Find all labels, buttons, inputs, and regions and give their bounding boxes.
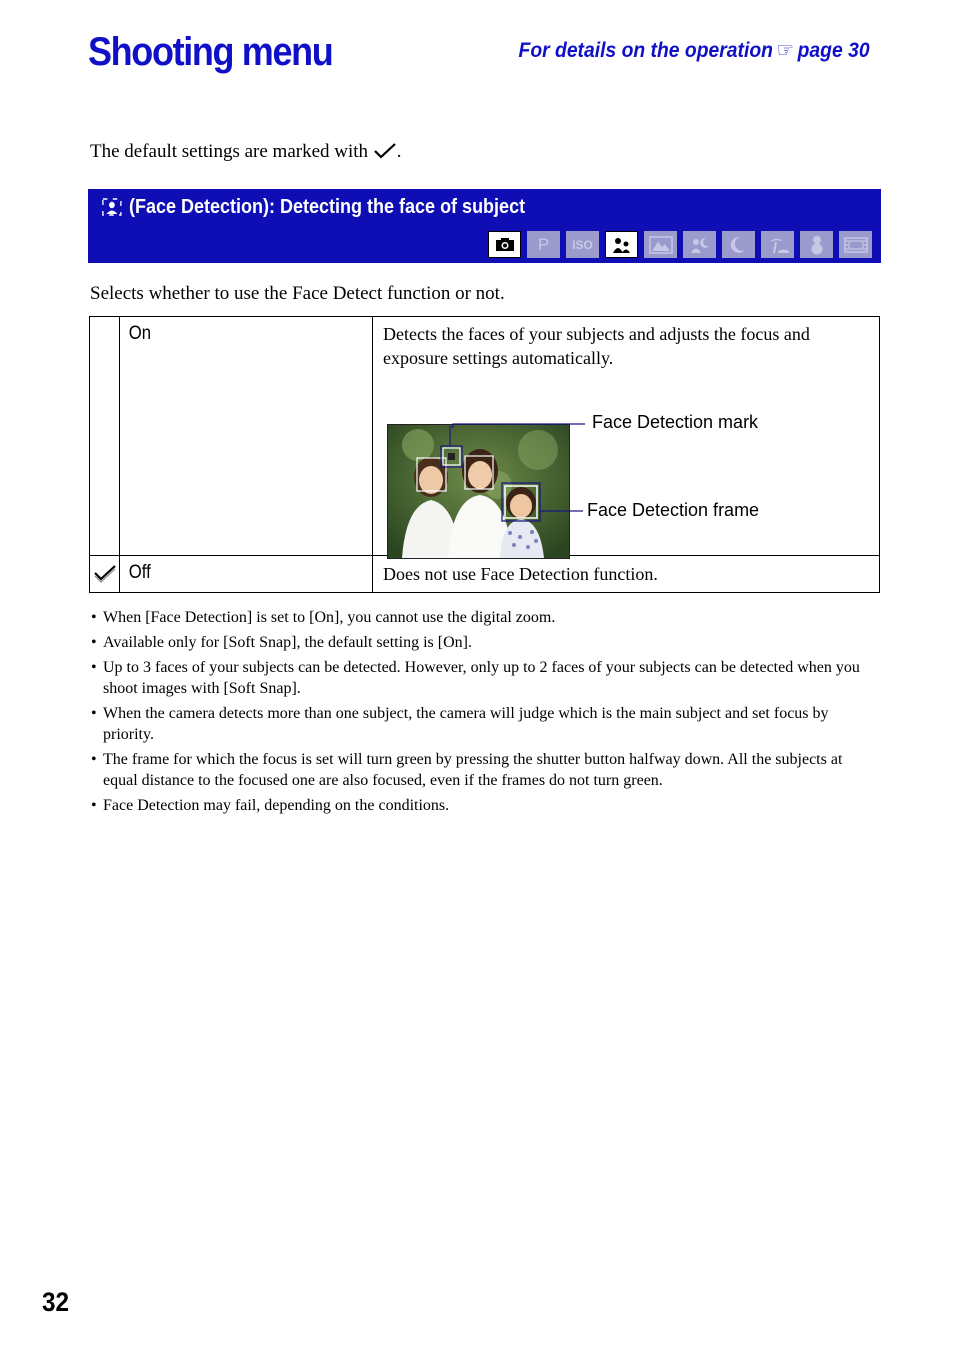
option-description: Does not use Face Detection function.: [383, 564, 658, 584]
section-heading: [102, 196, 525, 219]
details-page-link[interactable]: page 30: [798, 39, 870, 62]
movie-mode-icon: [839, 231, 872, 258]
section-banner: [88, 189, 881, 263]
beach-mode-icon: [761, 231, 794, 258]
notes-list: [90, 607, 876, 820]
list-item: • When the camera detects more than one subject, the camera will judge which is the main subject and set focus by priority.: [90, 703, 876, 745]
section-title: (Face Detection): Detecting the face of subject: [129, 196, 526, 218]
program-mode-icon: P: [527, 231, 560, 258]
face-detection-icon: [102, 198, 122, 216]
details-reference[interactable]: [519, 38, 870, 63]
list-item: • The frame for which the focus is set will turn green by pressing the shutter button halfway down. All the subjects at equal distance to the focused one are also focused, even if the frames do not turn green.: [90, 749, 876, 791]
options-table: [89, 316, 880, 593]
face-detection-mark-label: Face Detection mark: [592, 412, 759, 432]
default-check-icon: [373, 142, 397, 160]
callout-lines: [373, 370, 873, 570]
list-item: • Up to 3 faces of your subjects can be detected. However, only up to 2 faces of your subjects can be detected when you shoot images with [Soft Snap].: [90, 657, 876, 699]
list-item: • When [Face Detection] is set to [On], you cannot use the digital zoom.: [90, 607, 876, 628]
option-description: Detects the faces of your subjects and adjusts the focus and exposure settings automatically.: [383, 324, 810, 368]
default-check-icon: [93, 564, 117, 584]
soft-snap-mode-icon: [605, 231, 638, 258]
option-name: Off: [128, 562, 151, 583]
pointing-hand-icon: ☞: [777, 39, 795, 62]
high-sensitivity-mode-icon: ISO: [566, 231, 599, 258]
mode-icon-bar: [488, 231, 872, 258]
default-mark-cell: [90, 317, 120, 556]
section-intro: Selects whether to use the Face Detect function or not.: [90, 283, 505, 304]
face-detection-figure: [373, 370, 879, 540]
option-name: On: [128, 323, 152, 344]
auto-mode-icon: [488, 231, 521, 258]
list-item: • Available only for [Soft Snap], the default setting is [On].: [90, 632, 876, 653]
landscape-mode-icon: [644, 231, 677, 258]
default-note-suffix: .: [396, 141, 402, 162]
snow-mode-icon: [800, 231, 833, 258]
list-item: • Face Detection may fail, depending on the conditions.: [90, 795, 876, 816]
twilight-mode-icon: [722, 231, 755, 258]
option-row-on: [90, 317, 880, 556]
page-number: 32: [42, 1287, 70, 1317]
default-mark-cell: [90, 556, 120, 593]
default-settings-note: [90, 141, 402, 163]
page-title: Shooting menu: [88, 30, 333, 74]
default-note-text: The default settings are marked with: [90, 141, 369, 162]
details-prefix: For details on the operation: [518, 39, 774, 62]
face-detection-frame-label: Face Detection frame: [587, 500, 760, 520]
twilight-portrait-mode-icon: [683, 231, 716, 258]
